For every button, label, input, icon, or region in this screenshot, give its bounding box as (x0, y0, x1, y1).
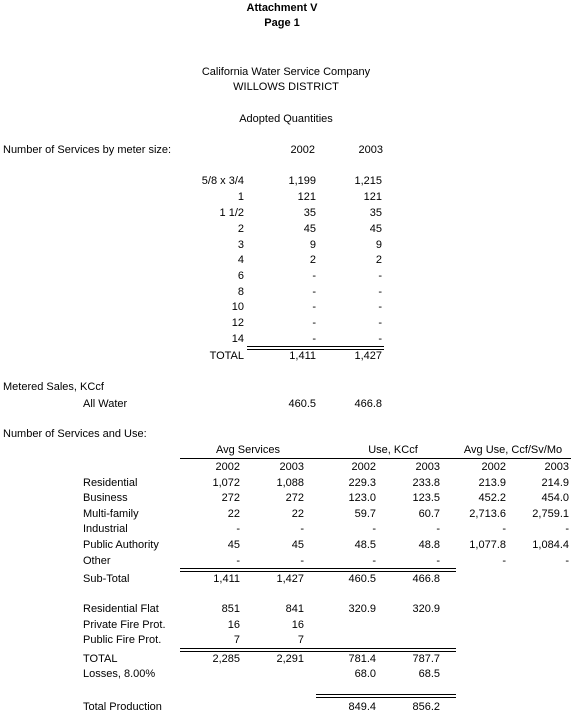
use-row-cell: 123.5 (412, 492, 440, 504)
meter-value-2002: 121 (297, 191, 316, 203)
meter-size: 2 (237, 223, 244, 235)
attachment-title: Attachment V (246, 2, 318, 14)
flat-row-cell: 851 (221, 603, 240, 615)
meter-value-2003: 9 (375, 239, 382, 251)
use-row-cell: - (436, 523, 440, 535)
meter-value-2002: 9 (309, 239, 316, 251)
meter-value-2003: 1,215 (354, 175, 382, 187)
meter-total-label: TOTAL (209, 350, 244, 362)
use-row-cell: - (300, 555, 304, 567)
meter-value-2002: - (312, 301, 316, 313)
use-row-cell: 60.7 (418, 508, 440, 520)
flat-row-cell: 841 (285, 603, 304, 615)
meter-size: 1 1/2 (219, 207, 244, 219)
flat-row-label: Public Fire Prot. (83, 634, 162, 646)
flat-row-cell: 7 (233, 634, 240, 646)
subtotal-row-cell: 460.5 (348, 573, 376, 585)
use-row-cell: 213.9 (478, 477, 506, 489)
meter-value-2003: - (378, 301, 382, 313)
use-row-cell: - (565, 555, 569, 567)
meter-value-2002: 2 (309, 254, 316, 266)
group-header-rule (180, 458, 571, 459)
page-number: Page 1 (264, 17, 300, 29)
losses-row-cell: 68.0 (354, 668, 376, 680)
losses-row-cell: 68.5 (418, 668, 440, 680)
use-year-header: 2002 (481, 461, 506, 473)
use-row-cell: - (502, 523, 506, 535)
use-row-cell: - (300, 523, 304, 535)
all-water-2002: 460.5 (288, 398, 316, 410)
production-rule (316, 694, 456, 698)
meter-size: 8 (237, 286, 244, 298)
use-row-cell: - (372, 523, 376, 535)
use-row-cell: - (372, 555, 376, 567)
meter-value-2003: - (378, 317, 382, 329)
use-section-label: Number of Services and Use: (3, 428, 147, 440)
use-row-label: Other (83, 555, 111, 567)
flat-row-cell: 320.9 (412, 603, 440, 615)
total-row-label: TOTAL (83, 653, 118, 665)
use-row-cell: 454.0 (541, 492, 569, 504)
district-name: WILLOWS DISTRICT (233, 81, 339, 93)
meter-year-header: 2002 (290, 144, 315, 156)
group-header-avg-use: Avg Use, Ccf/Sv/Mo (463, 444, 563, 456)
use-row-cell: 2,759.1 (532, 508, 569, 520)
total-row-cell: 2,291 (276, 653, 304, 665)
use-row-cell: 214.9 (541, 477, 569, 489)
use-row-cell: 1,084.4 (532, 539, 569, 551)
all-water-label: All Water (83, 398, 128, 410)
use-year-header: 2003 (415, 461, 440, 473)
meter-value-2003: 45 (369, 223, 382, 235)
use-row-cell: 1,077.8 (469, 539, 506, 551)
use-row-cell: - (565, 523, 569, 535)
total-row-cell: 781.4 (348, 653, 376, 665)
use-row-cell: 45 (291, 539, 304, 551)
flat-row-label: Residential Flat (83, 603, 159, 615)
meter-year-header: 2003 (358, 144, 383, 156)
meter-value-2002: - (312, 286, 316, 298)
use-row-cell: 59.7 (354, 508, 376, 520)
use-year-header: 2002 (351, 461, 376, 473)
subtotal-rule (180, 568, 456, 572)
use-row-label: Industrial (83, 523, 128, 535)
all-water-2003: 466.8 (354, 398, 382, 410)
meter-size: 1 (237, 191, 244, 203)
meter-size: 14 (231, 333, 244, 345)
use-row-cell: 272 (221, 492, 240, 504)
document-subtitle: Adopted Quantities (239, 113, 333, 125)
use-row-cell: 45 (227, 539, 240, 551)
subtotal-row-cell: 466.8 (412, 573, 440, 585)
meter-value-2002: - (312, 333, 316, 345)
meter-value-2003: - (378, 270, 382, 282)
flat-row-cell: 7 (297, 634, 304, 646)
meter-section-label: Number of Services by meter size: (3, 144, 172, 156)
production-row-cell: 856.2 (412, 701, 440, 713)
meter-value-2003: 2 (375, 254, 382, 266)
meter-value-2003: 35 (369, 207, 382, 219)
meter-size: 12 (231, 317, 244, 329)
subtotal-row-cell: 1,427 (276, 573, 304, 585)
flat-row-cell: 16 (227, 619, 240, 631)
meter-value-2002: - (312, 317, 316, 329)
meter-value-2003: - (378, 333, 382, 345)
total-row-cell: 2,285 (212, 653, 240, 665)
meter-value-2002: - (312, 270, 316, 282)
group-header-avg-services: Avg Services (216, 444, 280, 456)
use-row-cell: 48.8 (418, 539, 440, 551)
meter-total-2002: 1,411 (289, 350, 316, 362)
use-year-header: 2003 (279, 461, 304, 473)
use-row-label: Residential (83, 477, 138, 489)
meter-value-2003: 121 (363, 191, 382, 203)
use-row-cell: 1,088 (276, 477, 304, 489)
meter-size: 6 (237, 270, 244, 282)
use-row-label: Business (83, 492, 128, 504)
total-rule (180, 648, 456, 652)
use-year-header: 2002 (215, 461, 240, 473)
use-row-cell: 123.0 (348, 492, 376, 504)
total-row-cell: 787.7 (412, 653, 440, 665)
use-row-cell: 22 (227, 508, 240, 520)
use-row-label: Public Authority (83, 539, 159, 551)
use-row-cell: 1,072 (212, 477, 240, 489)
subtotal-row-label: Sub-Total (83, 573, 130, 585)
use-row-cell: 22 (291, 508, 304, 520)
use-row-cell: 272 (285, 492, 304, 504)
use-row-cell: 229.3 (348, 477, 376, 489)
metered-sales-label: Metered Sales, KCcf (3, 381, 104, 393)
flat-row-label: Private Fire Prot. (83, 619, 166, 631)
use-row-cell: - (236, 555, 240, 567)
losses-row-label: Losses, 8.00% (83, 668, 156, 680)
use-row-cell: - (236, 523, 240, 535)
flat-row-cell: 320.9 (348, 603, 376, 615)
meter-size: 10 (231, 301, 244, 313)
flat-row-cell: 16 (291, 619, 304, 631)
use-row-label: Multi-family (83, 508, 139, 520)
meter-value-2002: 45 (303, 223, 316, 235)
meter-value-2003: - (378, 286, 382, 298)
use-row-cell: 233.8 (412, 477, 440, 489)
company-name: California Water Service Company (201, 66, 371, 78)
meter-size: 3 (237, 239, 244, 251)
use-row-cell: - (502, 555, 506, 567)
meter-size: 5/8 x 3/4 (201, 175, 244, 187)
use-row-cell: 2,713.6 (469, 508, 506, 520)
group-header-use: Use, KCcf (368, 444, 418, 456)
production-row-cell: 849.4 (348, 701, 376, 713)
meter-value-2002: 1,199 (288, 175, 316, 187)
production-row-label: Total Production (83, 701, 162, 713)
subtotal-row-cell: 1,411 (213, 573, 240, 585)
use-row-cell: 452.2 (478, 492, 506, 504)
use-row-cell: 48.5 (354, 539, 376, 551)
meter-size: 4 (237, 254, 244, 266)
meter-total-2003: 1,427 (354, 350, 382, 362)
meter-value-2002: 35 (303, 207, 316, 219)
use-row-cell: - (436, 555, 440, 567)
use-year-header: 2003 (544, 461, 569, 473)
